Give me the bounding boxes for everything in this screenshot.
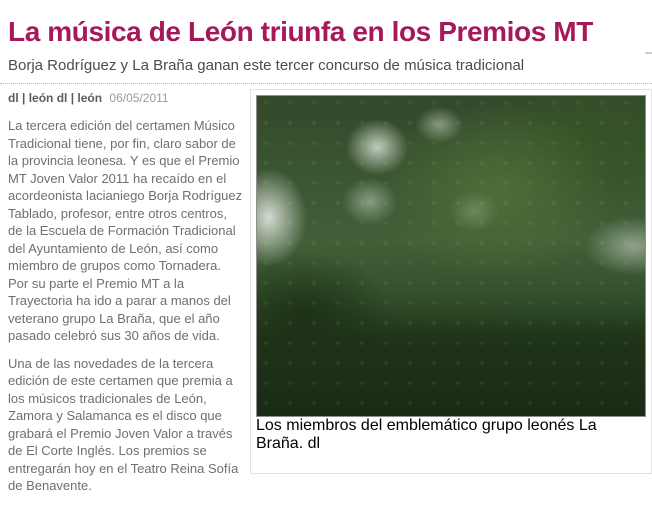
photo — [256, 95, 646, 417]
photo-figure — [250, 89, 652, 474]
article-body — [0, 84, 652, 495]
article-paragraph-2: Una de las novedades de la tercera edición de este certamen que premia a los músicos tradicionales de León, Zamora y Salamanca es el disco que grabará el Premio Joven Valor a través de El Corte Inglés. Los premios se entregarán hoy en el Teatro Reina Sofía de Benavente. — [8, 355, 239, 493]
article-subheadline: Borja Rodríguez y La Braña ganan este tercer concurso de música tradicional — [8, 57, 525, 74]
photo-credit: dl — [307, 435, 321, 452]
article-paragraph-1: La tercera edición del certamen Músico Tradicional tiene, por fin, claro sabor de la provincia leonesa. Y es que el Premio MT Joven Valor 2011 ha recaído en el acordeonista lacianiego Borja Rodríguez Tablado, profesor, entre otros centros, de la Escuela de Formación Tradicional del Ayuntamiento de León, así como miembro de grupos como Tornadera. Por su parte el Premio MT a la Trayectoria ha ido a parar a manos del veterano grupo La Braña, que el año pasado celebró sus 30 años de vida. — [8, 118, 243, 343]
page-title: La música de León triunfa en los Premios MT — [8, 16, 593, 47]
photo-caption-text: Los miembros del emblemático grupo leonés La Braña. — [256, 417, 597, 452]
byline-authors: dl | león dl | león — [8, 91, 103, 105]
photo-caption — [256, 417, 646, 453]
ground — [257, 344, 645, 416]
byline-date: 06/05/2011 — [109, 91, 169, 105]
page-edge-divider-fragment — [645, 52, 652, 54]
